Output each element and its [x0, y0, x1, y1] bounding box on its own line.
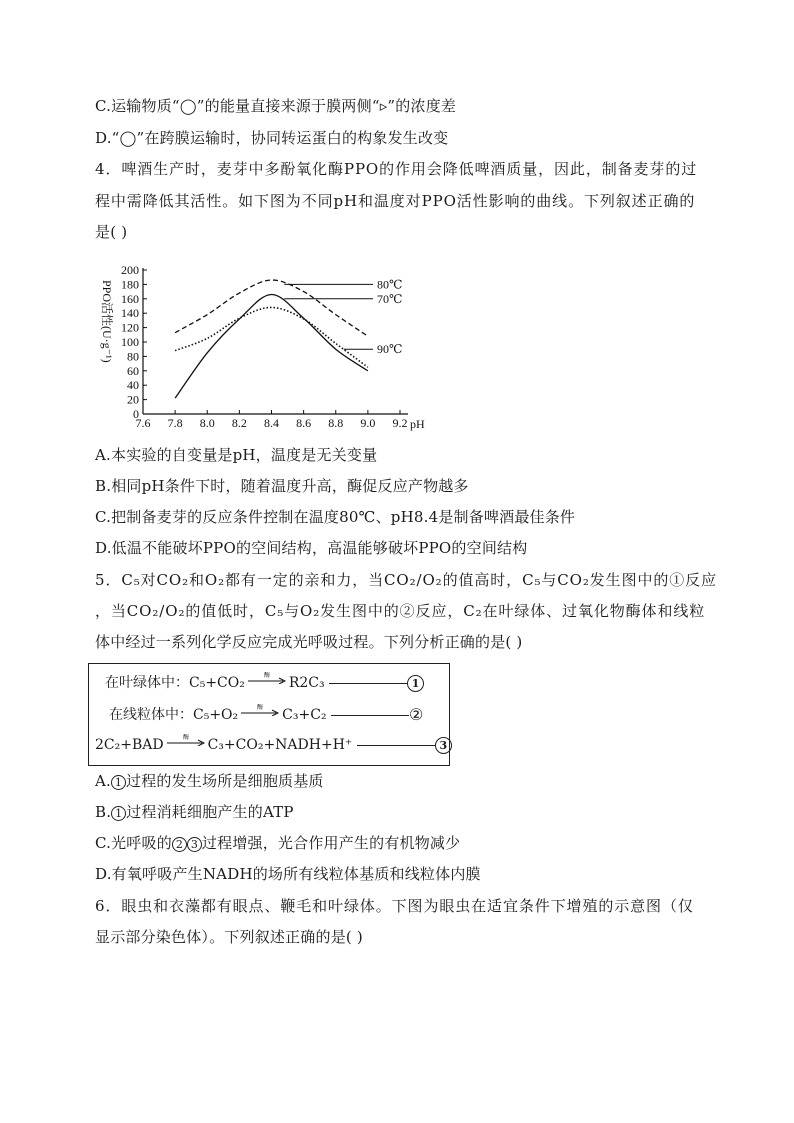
y-tick-label: 60 [127, 363, 139, 378]
enzyme-label: 酶 [182, 734, 189, 741]
question-5-line-1: 5．C₅对CO₂和O₂都有一定的亲和力，当CO₂/O₂的值高时，C₅与CO₂发生图中的①反应 [95, 571, 717, 589]
reaction-1 [105, 674, 424, 692]
reaction-box [88, 663, 450, 766]
series-label: 70℃ [377, 291, 403, 306]
series-line [175, 280, 368, 336]
x-tick-label: 9.0 [360, 416, 376, 430]
connector-line [331, 715, 409, 716]
enzyme-label: 酶 [263, 672, 270, 679]
series-label: 80℃ [377, 277, 403, 292]
y-tick-label: 80 [127, 349, 139, 364]
series-label: 90℃ [377, 342, 403, 357]
option-a-q4: A.本实验的自变量是pH，温度是无关变量 [95, 446, 378, 464]
reaction-2-reactants: 在线粒体中：C₅+O₂ [109, 707, 239, 723]
option-c-q5: C.光呼吸的 2 3 过程增强，光合作用产生的有机物减少 [95, 834, 461, 852]
connector-line [357, 745, 435, 746]
y-tick-label: 120 [121, 320, 139, 335]
y-tick-label: 100 [121, 335, 139, 349]
x-tick-label: 9.2 [392, 416, 408, 430]
question-6-line-2: 显示部分染色体）。下列叙述正确的是( ) [95, 928, 363, 946]
x-tick-label: 7.6 [135, 416, 151, 430]
option-d-q3: D.“◯”在跨膜运输时，协同转运蛋白的构象发生改变 [95, 129, 449, 147]
y-tick-label: 160 [121, 291, 139, 306]
circled-number-2: ② [409, 705, 424, 724]
y-tick-label: 200 [121, 263, 139, 277]
circled-number-3: 3 [435, 737, 452, 754]
option-c-q4: C.把制备麦芽的反应条件控制在温度80℃、pH8.4是制备啤酒最佳条件 [95, 508, 576, 526]
connector-line [329, 683, 407, 684]
question-4-line-2: 程中需降低其活性。如下图为不同pH和温度对PPO活性影响的曲线。下列叙述正确的 [95, 192, 696, 210]
reaction-1-products: R2C₃ [288, 675, 325, 691]
chart-series [175, 277, 402, 398]
enzyme-arrow-icon [247, 672, 287, 688]
option-a-q5: A. 1 过程的发生场所是细胞质基质 [95, 772, 324, 790]
ppo-activity-chart [95, 258, 435, 433]
question-5-line-3: 体中经过一系列化学反应完成光呼吸过程。下列分析正确的是( ) [95, 633, 523, 651]
y-tick-label: 180 [121, 277, 139, 292]
y-tick-label: 40 [127, 378, 139, 393]
question-4-line-1: 4．啤酒生产时，麦芽中多酚氧化酶PPO的作用会降低啤酒质量，因此，制备麦芽的过 [95, 160, 698, 178]
enzyme-arrow-icon [166, 734, 206, 750]
option-d-q4: D.低温不能破坏PPO的空间结构，高温能够破坏PPO的空间结构 [95, 539, 528, 557]
enzyme-label: 酶 [257, 704, 264, 711]
circled-number-1: 1 [407, 675, 424, 692]
reaction-2-products: C₃+C₂ [282, 707, 327, 723]
reaction-3 [95, 736, 452, 754]
x-tick-label: 8.4 [264, 416, 279, 430]
reaction-2 [109, 706, 423, 724]
option-b-q4: B.相同pH条件下时，随着温度升高，酶促反应产物越多 [95, 477, 469, 495]
x-tick-label: 8.8 [328, 416, 344, 430]
x-axis-label: pH [410, 417, 425, 431]
y-axis-label: PPO活性(U·g⁻¹) [100, 280, 114, 363]
option-c-q3: C.运输物质“◯”的能量直接来源于膜两侧“▹”的浓度差 [95, 97, 457, 115]
y-tick-label: 140 [121, 306, 139, 321]
option-b-q5: B. 1 过程消耗细胞产生的ATP [95, 803, 294, 821]
question-4-line-3: 是( ) [95, 223, 128, 241]
question-6-line-1: 6．眼虫和衣藻都有眼点、鞭毛和叶绿体。下图为眼虫在适宜条件下增殖的示意图（仅 [95, 897, 694, 915]
enzyme-arrow-icon [240, 704, 280, 720]
y-tick-label: 20 [127, 392, 139, 407]
x-tick-label: 8.0 [199, 416, 215, 430]
x-tick-label: 8.6 [296, 416, 312, 430]
x-tick-label: 8.2 [231, 416, 247, 430]
reaction-3-products: C₃+CO₂+NADH+H⁺ [207, 737, 353, 753]
reaction-3-reactants: 2C₂+BAD [95, 737, 164, 753]
chart-axes [121, 263, 408, 430]
y-tick-label: 0 [133, 407, 139, 421]
question-5-line-2: ，当CO₂/O₂的值低时，C₅与O₂发生图中的②反应，C₂在叶绿体、过氧化物酶体和线粒 [95, 602, 706, 620]
x-tick-label: 7.8 [167, 416, 183, 430]
reaction-1-reactants: 在叶绿体中：C₅+CO₂ [105, 675, 245, 691]
option-d-q5: D.有氧呼吸产生NADH的场所有线粒体基质和线粒体内膜 [95, 865, 481, 883]
